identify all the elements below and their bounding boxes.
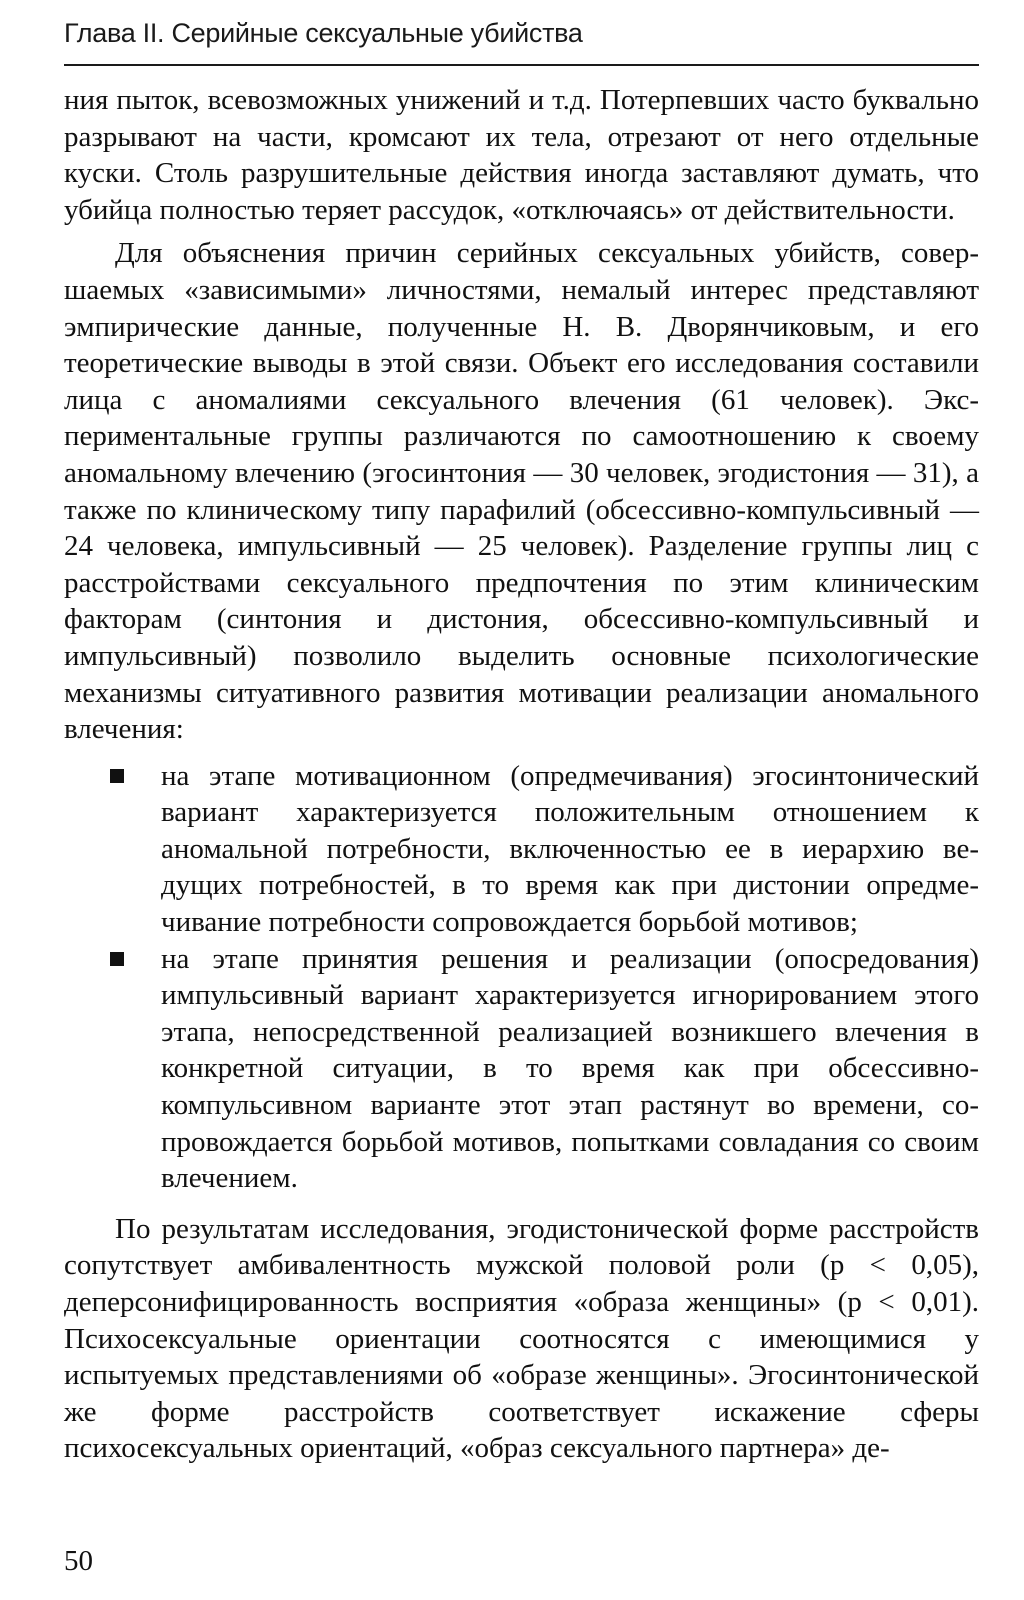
book-page: [64, 0, 979, 1600]
page-body: [64, 82, 979, 1467]
paragraph: Для объяснения причин серийных сексуальных убийств, совершаемых «зависимыми» личностями, немалый интерес представляют эмпирические данные, полученные Н. В. Дворянчиковым, и его теоретические выводы в этой связи. Объект его исследования составили лица с аномалиями сексуального влечения (61 человек). Экспериментальные группы различаются по самоотношению к своему аномальному влечению (эгосинтония — 30 человек, эгодистония — 31), а также по клиническому типу парафилий (обсессивно-компульсивный — 24 человека, импульсивный — 25 человек). Разделение группы лиц с расстройствами сексуального предпочтения по этим клиническим факторам (синтония и дистония, обсессивно-компульсивный и импульсивный) позволило выделить основные психологические механизмы ситуативного развития мотивации реализации аномального влечения:: [64, 237, 979, 746]
header-divider: [64, 64, 979, 66]
bullet-text: на этапе принятия решения и реализации (опосредования) импульсивный вариант характеризуется игнорированием этого этапа, непосредственной реализацией возникшего влечения в конкретной ситуации, в то время как при обсессивно-компульсивном варианте этот этап растянут во времени, сопровождается борьбой мотивов, попытками совладания со своим влечением.: [161, 942, 979, 1195]
page-number: 50: [64, 1545, 93, 1577]
square-bullet-icon: [110, 769, 124, 783]
bullet-item: [64, 758, 979, 941]
running-head-title: Глава II. Серийные сексуальные убийства: [64, 18, 583, 48]
bullet-item: [64, 941, 979, 1197]
bullet-list: [64, 758, 979, 1197]
square-bullet-icon: [110, 952, 124, 966]
paragraph-continued: ния пыток, всевозможных унижений и т.д. Потерпевших часто буквально разрывают на части, кромсают их тела, отрезают от него отдельные куски. Столь разрушительные действия иногда заставляют думать, что убийца полностью теряет рассудок, «отключаясь» от действительности.: [64, 84, 979, 226]
bullet-text: на этапе мотивационном (опредмечивания) эгосинтонический вариант характеризуется положительным отношением к аномальной потребности, включенностью ее в иерархию ведущих потребностей, в то время как при дистонии опредмечивание потребности сопровождается борьбой мотивов;: [161, 759, 979, 939]
paragraph-results: По результатам исследования, эгодистонической форме расстройств сопутствует амбивалентность мужской половой роли (p < 0,05), деперсонифицированность восприятия «образа женщины» (p < 0,01). Психосексуальные ориентации соотносятся с имеющимися у испытуемых представлениями об «образе женщины». Эгосинтонической же форме расстройств соответствует искажение сферы психосексуальных ориентаций, «образ сексуального партнера» де-: [64, 1212, 979, 1465]
